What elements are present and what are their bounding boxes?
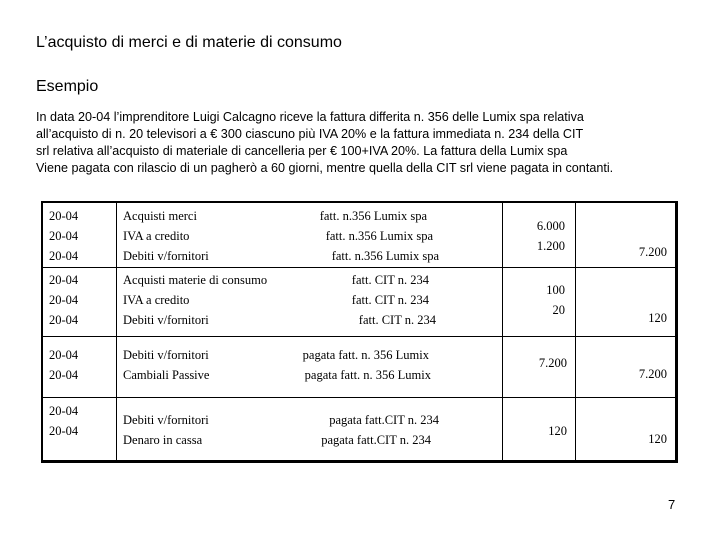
description-cell: fatt. n.356 Lumix spa [331, 249, 439, 263]
account-cell: Denaro in cassa [123, 433, 203, 447]
column-divider [502, 203, 503, 460]
credit-cell: 120 [648, 311, 667, 325]
entry-debit [537, 216, 565, 256]
description-cell: fatt. n.356 Lumix spa [325, 229, 433, 243]
description-cell: fatt. CIT n. 234 [351, 273, 429, 287]
page-number: 7 [668, 497, 676, 512]
credit-cell: 7.200 [638, 245, 667, 259]
description-cell: fatt. CIT n. 234 [358, 313, 436, 327]
debit-cell: 6.000 [536, 219, 565, 233]
date-cell: 20-04 [49, 404, 79, 418]
debit-cell: 1.200 [536, 239, 565, 253]
row-divider [43, 336, 675, 337]
date-cell: 20-04 [49, 368, 79, 382]
entry-debit [548, 421, 567, 441]
debit-cell: 120 [548, 424, 567, 438]
row-divider [43, 397, 675, 398]
journal-table [41, 201, 678, 463]
date-cell: 20-04 [49, 229, 79, 243]
column-divider [116, 203, 117, 460]
date-cell: 20-04 [49, 293, 79, 307]
account-cell: Debiti v/fornitori [123, 348, 209, 362]
date-cell: 20-04 [49, 424, 79, 438]
account-cell: IVA a credito [123, 293, 190, 307]
account-cell: Debiti v/fornitori [123, 249, 209, 263]
slide-subtitle: Esempio [36, 78, 99, 95]
entry-accounts [123, 270, 267, 330]
date-cell: 20-04 [49, 313, 79, 327]
slide-title: L’acquisto di merci e di materie di consumo [36, 34, 342, 51]
entry-credit [648, 429, 667, 449]
description-cell: fatt. CIT n. 234 [351, 293, 429, 307]
paragraph-line: all’acquisto di n. 20 televisori a € 300 ciascuno più IVA 20% e la fattura immediata n. 234 della CIT [36, 127, 584, 141]
description-cell: pagata fatt.CIT n. 234 [329, 413, 439, 427]
account-cell: Debiti v/fornitori [123, 413, 209, 427]
credit-cell: 120 [648, 432, 667, 446]
entry-credit [639, 364, 667, 384]
entry-accounts [123, 345, 209, 385]
column-divider [575, 203, 576, 460]
paragraph-line: In data 20-04 l’imprenditore Luigi Calcagno riceve la fattura differita n. 356 delle Lumix spa relativa [36, 110, 584, 124]
account-cell: IVA a credito [123, 229, 190, 243]
account-cell: Acquisti materie di consumo [123, 273, 268, 287]
description-cell: pagata fatt. n. 356 Lumix [302, 348, 429, 362]
date-cell: 20-04 [49, 249, 79, 263]
entry-descriptions [303, 345, 431, 385]
entry-credit [639, 242, 667, 262]
entry-dates [49, 270, 78, 330]
debit-cell: 7.200 [538, 356, 567, 370]
entry-dates [49, 401, 78, 441]
entry-descriptions [352, 270, 436, 330]
entry-accounts [123, 410, 209, 450]
description-cell: pagata fatt. n. 356 Lumix [304, 368, 431, 382]
account-cell: Cambiali Passive [123, 368, 210, 382]
date-cell: 20-04 [49, 348, 79, 362]
entry-accounts [123, 206, 209, 266]
entry-credit [648, 308, 667, 328]
debit-cell: 20 [552, 303, 565, 317]
account-cell: Debiti v/fornitori [123, 313, 209, 327]
entry-dates [49, 345, 78, 385]
account-cell: Acquisti merci [123, 209, 197, 223]
paragraph-line: srl relativa all’acquisto di materiale di cancelleria per € 100+IVA 20%. La fattura della Lumix spa [36, 144, 568, 158]
row-divider [43, 267, 675, 268]
example-paragraph [36, 109, 686, 177]
entry-descriptions [320, 206, 439, 266]
paragraph-line: Viene pagata con rilascio di un pagherò a 60 giorni, mentre quella della CIT srl viene pagata in contanti. [36, 161, 614, 175]
date-cell: 20-04 [49, 273, 79, 287]
description-cell: fatt. n.356 Lumix spa [319, 209, 427, 223]
entry-debit [546, 280, 565, 320]
debit-cell: 100 [546, 283, 565, 297]
credit-cell: 7.200 [638, 367, 667, 381]
date-cell: 20-04 [49, 209, 79, 223]
entry-debit [539, 353, 567, 373]
entry-descriptions [321, 410, 439, 450]
entry-dates [49, 206, 78, 266]
description-cell: pagata fatt.CIT n. 234 [321, 433, 431, 447]
